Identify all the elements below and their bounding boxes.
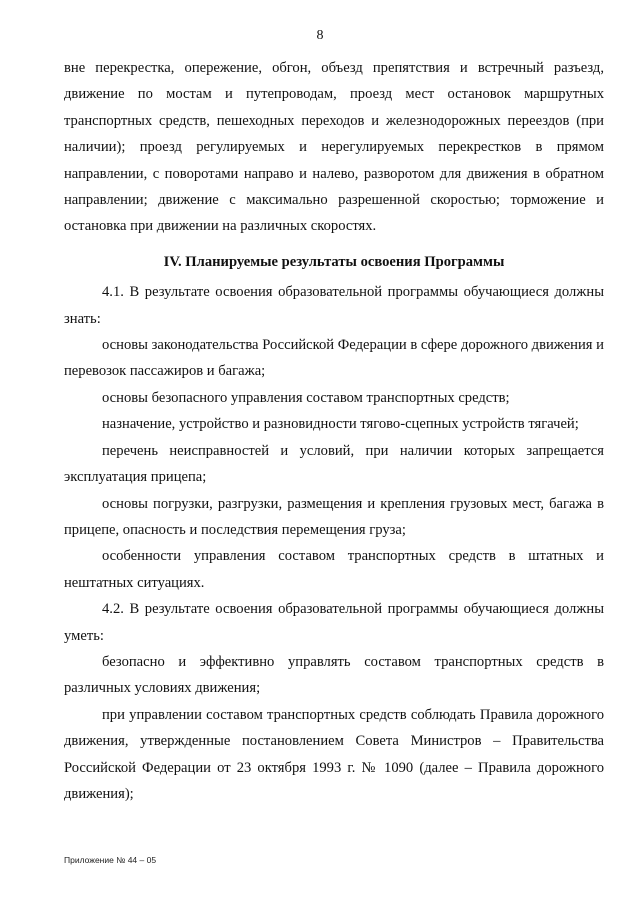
list-item: особенности управления составом транспортных средств в штатных и нештатных ситуациях. — [64, 548, 604, 591]
list-item: основы безопасного управления составом транспортных средств; — [102, 389, 510, 406]
document-body — [64, 55, 604, 807]
section-4-2-intro: 4.2. В результате освоения образовательной программы обучающиеся должны уметь: — [64, 601, 604, 644]
page-number: 8 — [316, 28, 324, 43]
continuation-paragraph: вне перекрестка, опережение, обгон, объезд препятствия и встречный разъезд, движение по мостам и путепроводам, проезд мест остановок маршрутных транспортных средств, пешеходных переходов и железнодорожных переездов (при наличии); проезд регулируемых и нерегулируемых перекрестков в прямом направлении, с поворотами направо и налево, разворотом для движения в обратном направлении; движение с максимально разрешенной скоростью; торможение и остановка при движении на различных скоростях. — [64, 60, 604, 235]
page-footer: Приложение № 44 – 05 — [64, 855, 157, 865]
list-item: перечень неисправностей и условий, при наличии которых запрещается эксплуатация прицепа; — [64, 442, 604, 486]
list-item: основы законодательства Российской Федерации в сфере дорожного движения и перевозок пассажиров и багажа; — [64, 337, 604, 380]
list-item: при управлении составом транспортных средств соблюдать Правила дорожного движения, утвержденные постановлением Совета Министров – Правительства Российской Федерации от 23 октября 1993 г. № 1090 (далее – Правила дорожного движения); — [64, 706, 604, 802]
list-item: основы погрузки, разгрузки, размещения и крепления грузовых мест, багажа в прицепе, опасность и последствия перемещения груза; — [64, 495, 604, 538]
list-item: безопасно и эффективно управлять составом транспортных средств в различных условиях движения; — [64, 653, 604, 697]
section-heading: IV. Планируемые результаты освоения Программы — [163, 253, 505, 270]
section-4-1-intro: 4.1. В результате освоения образовательной программы обучающиеся должны знать: — [64, 284, 604, 327]
list-item: назначение, устройство и разновидности тягово-сцепных устройств тягачей; — [102, 416, 579, 433]
